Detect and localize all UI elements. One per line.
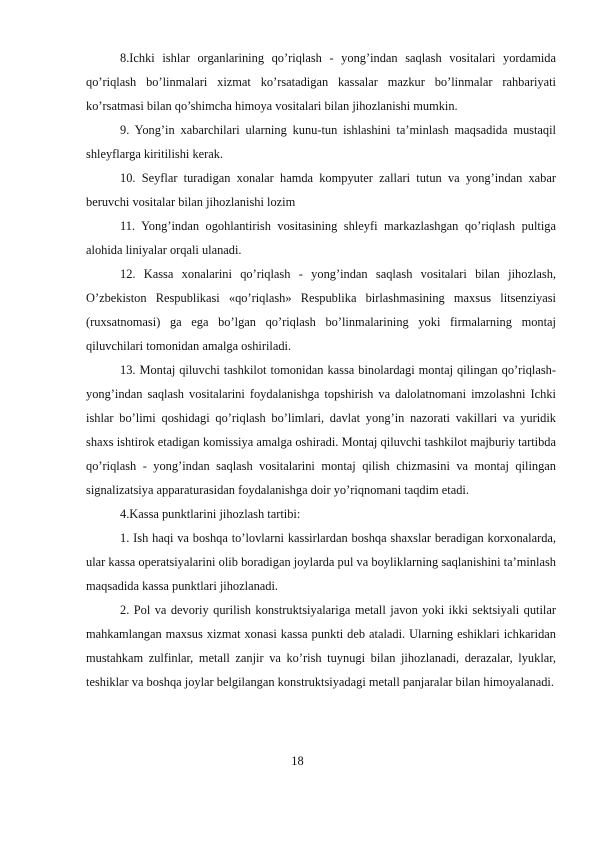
paragraph-8-internal-affairs: 8.Ichki ishlar organlarining qo’riqlash - yong’indan saqlash vositalari yordamida qo’riqlash bo’linmalari xizmat ko’rsatadigan kassalar mazkur bo’linmalar rahbariyati ko’rsatmasi bilan qo’shimcha himoya vositalari bilan jihozlanishi mumkin. [86,51,556,113]
section-heading-cash-points: 4.Kassa punktlarini jihozlash tartibi: [120,507,301,521]
document-page [86,46,556,694]
paragraph-13-installation: 13. Montaj qiluvchi tashkilot tomonidan kassa binolardagi montaj qilingan qo’riqlash-yong’indan saqlash vositalarini foydalanishga topshirish va dalolatnomani imzolashni Ichki ishlar bo’limi qoshidagi qo’riqlash bo’limlari, davlat yong’in nazorati vakillari va yuridik shaxs ishtirok etadigan komissiya amalga oshiradi. Montaj qiluvchi tashkilot majburiy tartibda qo’riqlash - yong’indan saqlash vositalarini montaj qilish chizmasini va montaj qilingan signalizatsiya apparaturasidan foydalanishga doir yo’riqnomani taqdim etadi. [86,363,556,497]
paragraph-12-cashier-rooms: 12. Kassa xonalarini qo’riqlash - yong’indan saqlash vositalari bilan jihozlash, O’zbekiston Respublikasi «qo’riqlash» Respublika birlashmasining maxsus litsenziyasi (ruxsatnomasi) ga ega bo’lgan qo’riqlash bo’linmalarining yoki firmalarning montaj qiluvchilari tomonidan amalga oshiriladi. [86,267,556,353]
paragraph-11-alarm-loop: 11. Yong’indan ogohlantirish vositasining shleyfi markazlashgan qo’riqlash pultiga alohida liniyalar orqali ulanadi. [86,219,556,257]
paragraph-2-cash-point-room: 2. Pol va devoriy qurilish konstruktsiyalariga metall javon yoki ikki sektsiyali qutilar mahkamlangan maxsus xizmat xonasi kassa punkti deb ataladi. Ularning eshiklari ichkaridan mustahkam zulfinlar, metall zanjir va ko’rish tuynugi bilan jihozlanadi, derazalar, lyuklar, teshiklar va boshqa joylar belgilangan konstruktsiyadagi metall panjaralar bilan himoyalanadi. [86,603,556,689]
paragraph-9-fire-detectors: 9. Yong’in xabarchilari ularning kunu-tun ishlashini ta’minlash maqsadida mustaqil shleyflarga kiritilishi kerak. [86,123,556,161]
page-number: 18 [291,754,304,768]
paragraph-1-cash-points: 1. Ish haqi va boshqa to’lovlarni kassirlardan boshqa shaxslar beradigan korxonalarda, ular kassa operatsiyalarini olib boradigan joylarda pul va boyliklarning saqlanishini ta’minlash maqsadida kassa punktlari jihozlanadi. [86,531,556,593]
paragraph-10-safe-rooms: 10. Seyflar turadigan xonalar hamda kompyuter zallari tutun va yong’indan xabar beruvchi vositalar bilan jihozlanishi lozim [86,171,556,209]
